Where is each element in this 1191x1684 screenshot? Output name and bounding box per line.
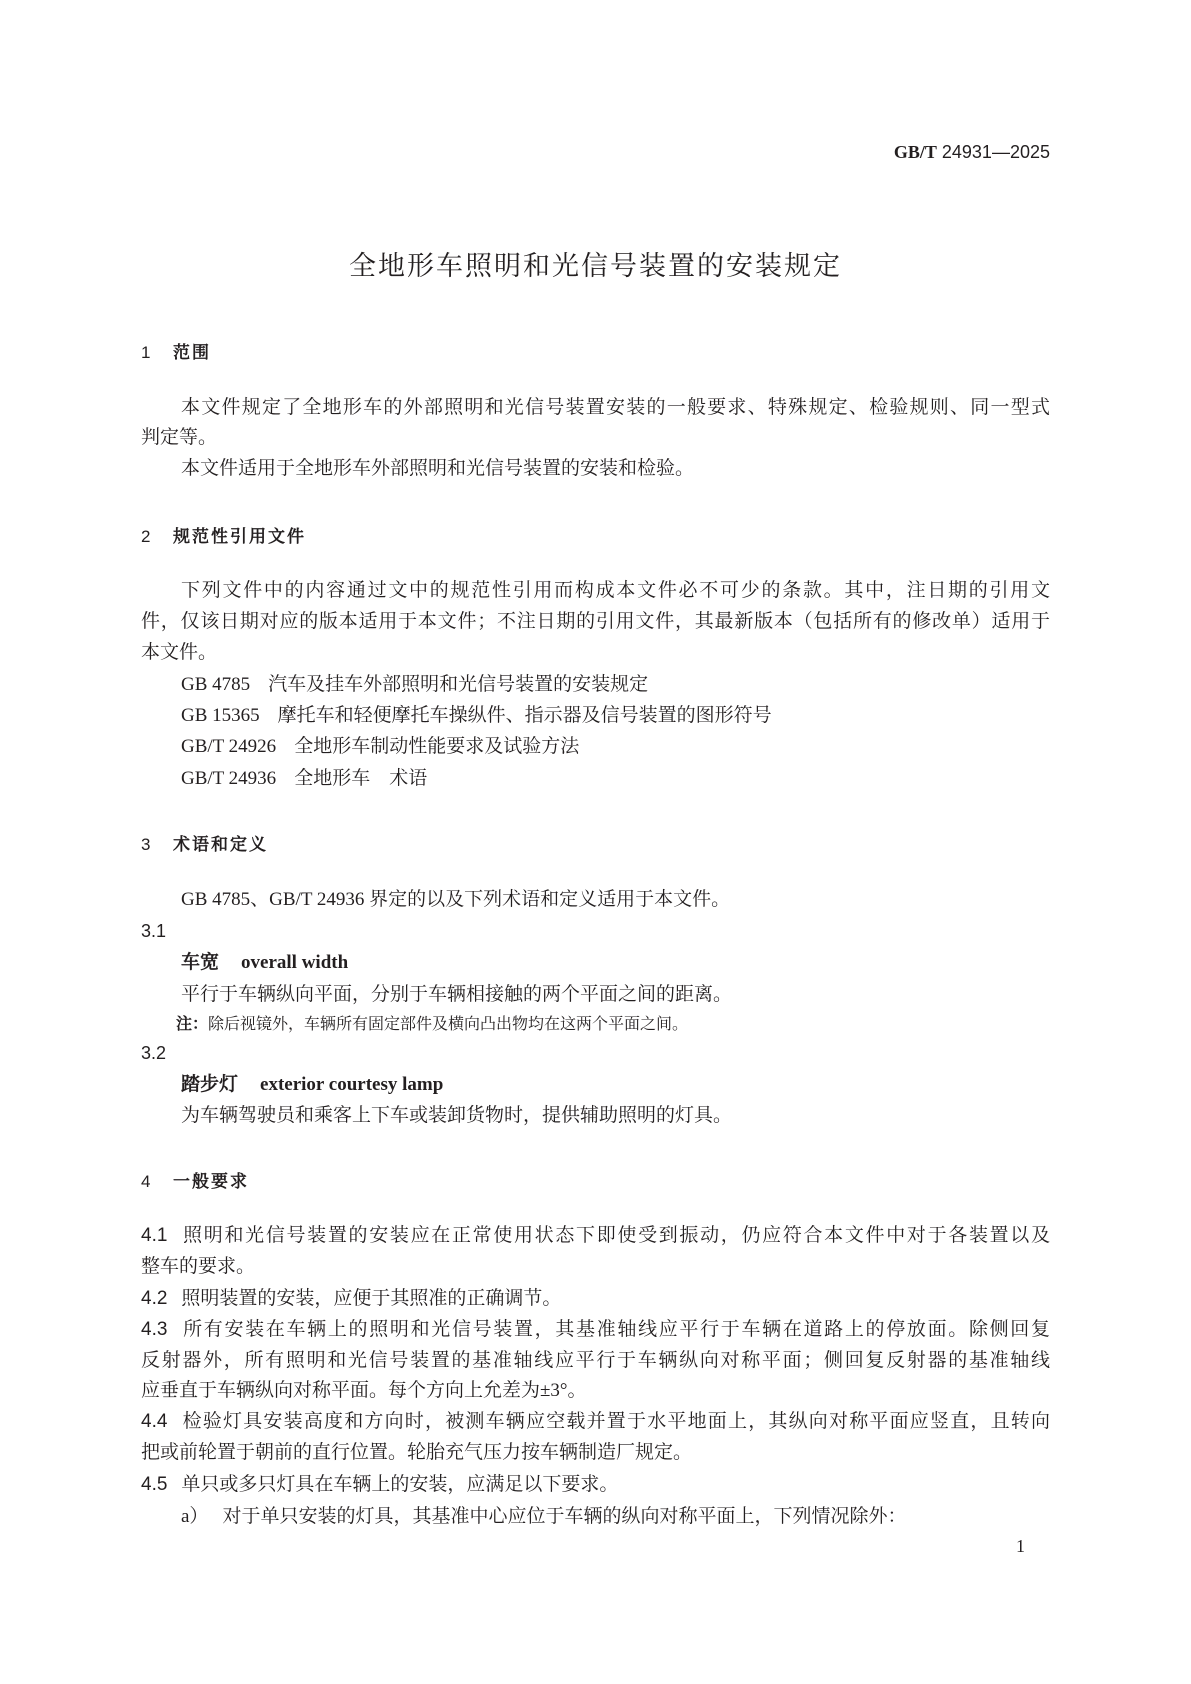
std-prefix: GB/T	[893, 142, 937, 162]
clause-line	[141, 1410, 1050, 1434]
reference-code: GB/T 24926	[181, 736, 277, 757]
section-title: 规范性引用文件	[173, 527, 306, 546]
section-heading-3	[141, 830, 268, 855]
list-text: 对于单只安装的灯具，其基准中心应位于车辆的纵向对称平面上，下列情况除外：	[222, 1506, 907, 1527]
section-title: 术语和定义	[173, 835, 268, 854]
list-item-a	[181, 1505, 1050, 1529]
section-number: 2	[141, 527, 153, 546]
term-number: 3.1	[141, 921, 167, 941]
std-code: 24931—2025	[941, 142, 1050, 162]
reference-item	[181, 735, 1050, 759]
note-label: 注：	[176, 1016, 209, 1033]
section-number: 1	[141, 343, 153, 362]
reference-code: GB 4785	[181, 674, 251, 695]
clause-text: 单只或多只灯具在车辆上的安装，应满足以下要求。	[181, 1474, 619, 1495]
section-title: 一般要求	[173, 1172, 249, 1191]
reference-title: 全地形车 术语	[294, 768, 428, 789]
paragraph-line: 本文件。	[141, 642, 218, 663]
term-heading	[181, 1073, 1050, 1097]
clause-number: 4.5	[141, 1474, 168, 1495]
section-heading-1	[141, 338, 211, 363]
section-number: 3	[141, 835, 153, 854]
section-title: 范围	[173, 343, 211, 362]
clause-text: 照明和光信号装置的安装应在正常使用状态下即使受到振动，仍应符合本文件中对于各装置以及	[181, 1225, 1050, 1246]
list-label: a）	[181, 1506, 209, 1527]
reference-item	[181, 767, 1050, 791]
paragraph-line: 本文件适用于全地形车外部照明和光信号装置的安装和检验。	[181, 458, 695, 479]
term-en: overall width	[241, 952, 349, 973]
clause-line	[141, 1287, 1050, 1311]
page-number: 1	[1016, 1536, 1025, 1556]
clause-line	[141, 1473, 1050, 1497]
term-definition: 为车辆驾驶员和乘客上下车或装卸货物时，提供辅助照明的灯具。	[181, 1105, 733, 1126]
clause-text: 检验灯具安装高度和方向时，被测车辆应空载并置于水平地面上，其纵向对称平面应竖直，且转向	[181, 1411, 1050, 1432]
reference-item	[181, 673, 1050, 697]
term-heading	[181, 951, 1050, 975]
reference-title: 汽车及挂车外部照明和光信号装置的安装规定	[268, 674, 649, 695]
reference-code: GB/T 24936	[181, 768, 277, 789]
term-number: 3.2	[141, 1043, 167, 1063]
term-zh: 车宽	[181, 952, 220, 973]
paragraph-line: 件，仅该日期对应的版本适用于本文件；不注日期的引用文件，其最新版本（包括所有的修改单）适用于	[141, 611, 1050, 632]
reference-code: GB 15365	[181, 705, 260, 726]
reference-item	[181, 704, 1050, 728]
clause-line	[141, 1224, 1050, 1248]
paragraph-line: 本文件规定了全地形车的外部照明和光信号装置安装的一般要求、特殊规定、检验规则、同一型式	[181, 397, 1050, 418]
term-en: exterior courtesy lamp	[260, 1074, 444, 1095]
clause-line: 应垂直于车辆纵向对称平面。每个方向上允差为±3°。	[141, 1380, 587, 1401]
reference-title: 全地形车制动性能要求及试验方法	[294, 736, 580, 757]
section-number: 4	[141, 1172, 153, 1191]
reference-title: 摩托车和轻便摩托车操纵件、指示器及信号装置的图形符号	[277, 705, 772, 726]
clause-text: 所有安装在车辆上的照明和光信号装置，其基准轴线应平行于车辆在道路上的停放面。除侧回复	[181, 1319, 1050, 1340]
standard-number	[894, 142, 1050, 163]
paragraph-line: 判定等。	[141, 427, 218, 448]
clause-line: 把或前轮置于朝前的直行位置。轮胎充气压力按车辆制造厂规定。	[141, 1442, 693, 1463]
paragraph-line: 下列文件中的内容通过文中的规范性引用而构成本文件必不可少的条款。其中，注日期的引用文	[181, 580, 1050, 601]
clause-number: 4.1	[141, 1225, 168, 1246]
clause-number: 4.4	[141, 1411, 168, 1432]
clause-number: 4.3	[141, 1319, 168, 1340]
clause-line: 反射器外，所有照明和光信号装置的基准轴线应平行于车辆纵向对称平面；侧回复反射器的基准轴线	[141, 1350, 1050, 1371]
clause-line: 整车的要求。	[141, 1256, 256, 1277]
page-title: 全地形车照明和光信号装置的安装规定	[349, 251, 842, 281]
term-note	[176, 1013, 1085, 1037]
note-text: 除后视镜外，车辆所有固定部件及横向凸出物均在这两个平面之间。	[208, 1016, 689, 1033]
clause-line	[141, 1318, 1050, 1342]
section-heading-2	[141, 522, 306, 547]
clause-number: 4.2	[141, 1288, 168, 1309]
term-definition: 平行于车辆纵向平面，分别于车辆相接触的两个平面之间的距离。	[181, 984, 733, 1005]
clause-text: 照明装置的安装，应便于其照准的正确调节。	[181, 1288, 562, 1309]
section-heading-4	[141, 1167, 249, 1192]
paragraph-line: GB 4785、GB/T 24936 界定的以及下列术语和定义适用于本文件。	[181, 889, 731, 910]
term-zh: 踏步灯	[181, 1074, 239, 1095]
